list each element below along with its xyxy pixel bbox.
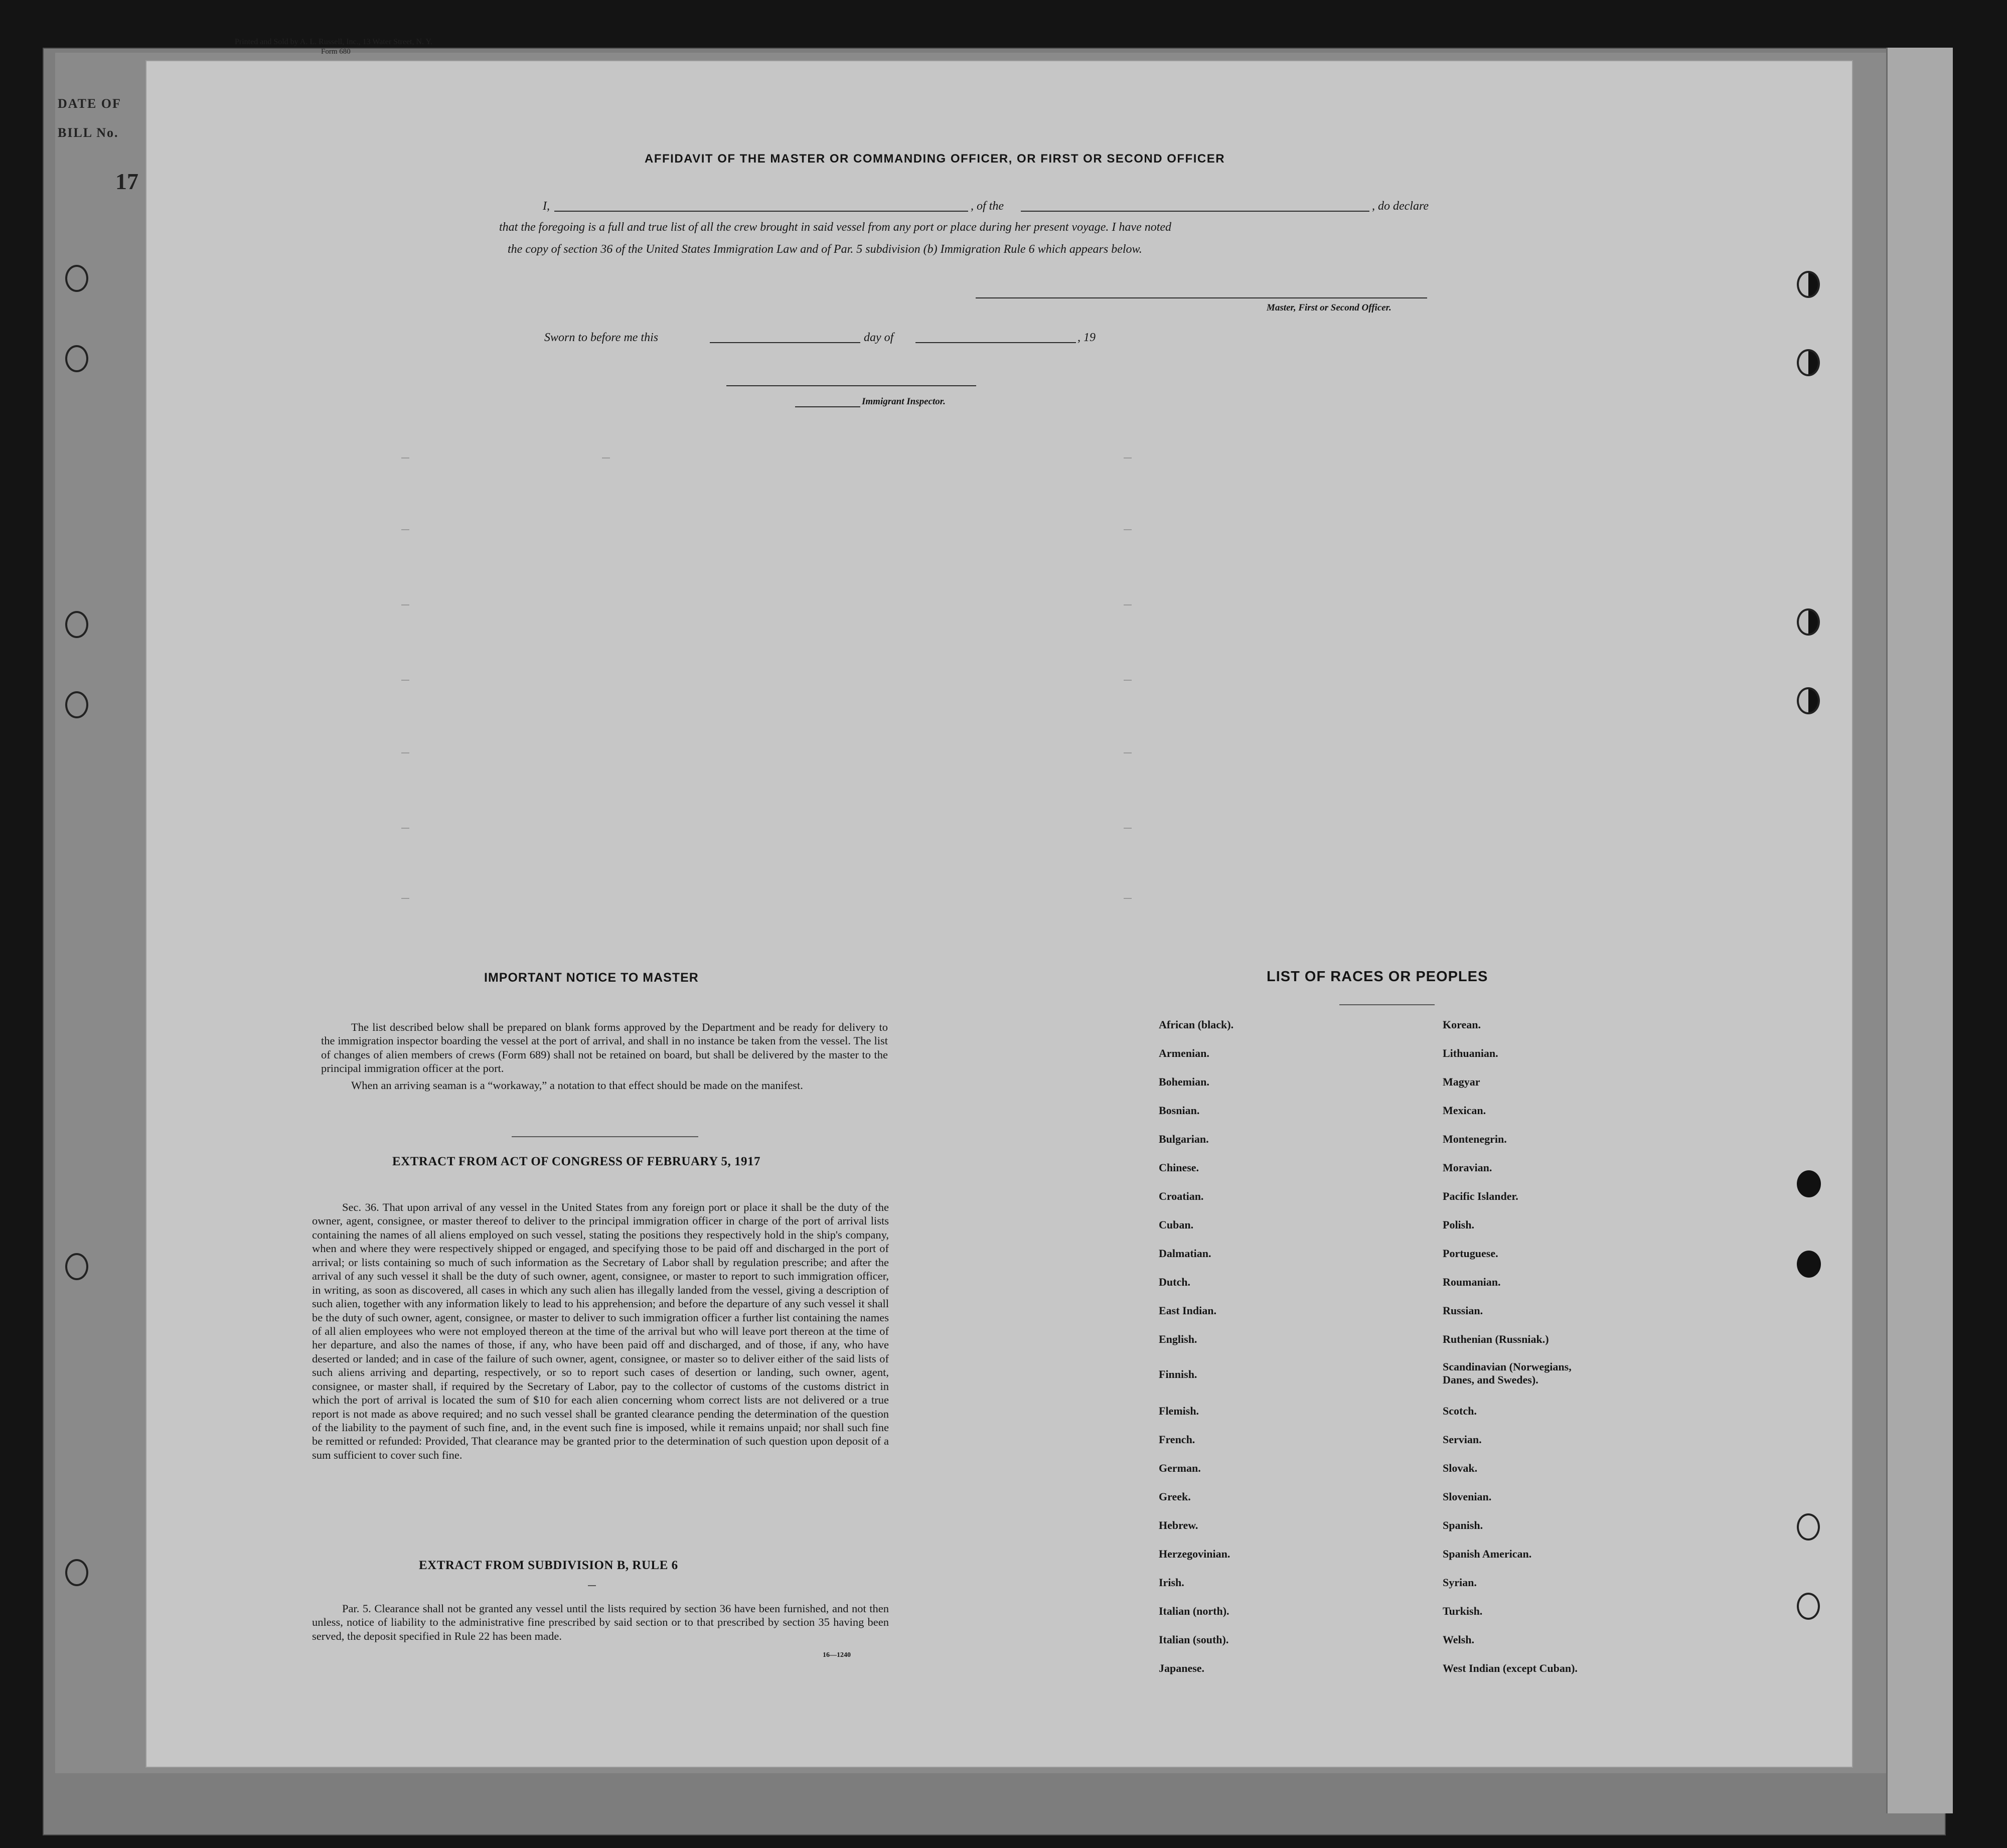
race-item: Ruthenian (Russniak.) bbox=[1443, 1333, 1549, 1345]
race-item: Russian. bbox=[1443, 1304, 1483, 1317]
race-item: Dutch. bbox=[1159, 1276, 1190, 1288]
race-item: Moravian. bbox=[1443, 1161, 1492, 1174]
extract-act-title: EXTRACT FROM ACT OF CONGRESS OF FEBRUARY 5, 1917 bbox=[392, 1155, 761, 1168]
race-item: French. bbox=[1159, 1433, 1195, 1446]
form-page bbox=[145, 60, 1853, 1768]
binder-hole bbox=[1797, 271, 1820, 298]
affidavit-of-the: , of the bbox=[971, 200, 1004, 213]
extract-rule-body bbox=[312, 1602, 889, 1643]
section-separator bbox=[512, 1136, 698, 1137]
race-item: Dalmatian. bbox=[1159, 1247, 1211, 1260]
master-name-line bbox=[554, 211, 968, 212]
stamp-bill: BILL No. bbox=[58, 125, 119, 140]
faint-mark bbox=[1124, 898, 1132, 899]
vessel-name-line bbox=[1021, 211, 1369, 212]
race-item: Spanish. bbox=[1443, 1519, 1483, 1531]
binder-hole bbox=[1797, 1593, 1820, 1620]
binder-hole bbox=[1797, 1513, 1820, 1541]
sworn-day-line bbox=[710, 342, 860, 343]
inspector-short-line bbox=[795, 406, 860, 407]
binder-hole bbox=[1797, 349, 1820, 376]
race-item: Cuban. bbox=[1159, 1218, 1194, 1231]
faint-mark bbox=[401, 457, 409, 458]
notice-title: IMPORTANT NOTICE TO MASTER bbox=[484, 971, 699, 985]
master-signature-label: Master, First or Second Officer. bbox=[1267, 302, 1392, 313]
binder-hole bbox=[65, 265, 88, 292]
day-of-label: day of bbox=[864, 331, 894, 344]
race-item: Lithuanian. bbox=[1443, 1047, 1498, 1059]
races-title: LIST OF RACES OR PEOPLES bbox=[1267, 969, 1488, 985]
notice-body bbox=[321, 1020, 888, 1092]
sworn-label: Sworn to before me this bbox=[544, 331, 659, 344]
race-item: Armenian. bbox=[1159, 1047, 1209, 1059]
faint-mark bbox=[602, 457, 610, 458]
race-item: Hebrew. bbox=[1159, 1519, 1198, 1531]
affidavit-line-2: that the foregoing is a full and true list of all the crew brought in said vessel from any port or place during her present voyage. I have noted bbox=[499, 221, 1172, 234]
race-item: Slovak. bbox=[1443, 1462, 1478, 1474]
race-item: Bohemian. bbox=[1159, 1075, 1209, 1088]
title-underline bbox=[588, 1585, 596, 1586]
race-item: Portuguese. bbox=[1443, 1247, 1498, 1260]
faint-mark bbox=[1124, 529, 1132, 530]
faint-mark bbox=[401, 828, 409, 829]
year-label: , 19 bbox=[1077, 331, 1096, 344]
race-item: Italian (south). bbox=[1159, 1633, 1229, 1646]
race-item: African (black). bbox=[1159, 1018, 1234, 1031]
binder-hole bbox=[65, 611, 88, 638]
sworn-month-line bbox=[915, 342, 1076, 343]
race-item: Scotch. bbox=[1443, 1405, 1477, 1417]
binder-hole bbox=[1797, 608, 1820, 636]
race-item: Servian. bbox=[1443, 1433, 1482, 1446]
stamp-number: 17 bbox=[115, 169, 138, 194]
race-item: Finnish. bbox=[1159, 1368, 1197, 1380]
race-item: Bosnian. bbox=[1159, 1104, 1200, 1117]
inspector-label: Immigrant Inspector. bbox=[862, 396, 946, 407]
affidavit-i-label: I, bbox=[543, 200, 550, 213]
faint-mark bbox=[1124, 680, 1132, 681]
inspector-signature-line bbox=[726, 385, 976, 386]
affidavit-line-3: the copy of section 36 of the United States Immigration Law and of Par. 5 subdivision (b) Immigration Rule 6 which appears below. bbox=[508, 243, 1142, 256]
race-item: Magyar bbox=[1443, 1075, 1480, 1088]
race-item: Pacific Islander. bbox=[1443, 1190, 1518, 1202]
race-item: Flemish. bbox=[1159, 1405, 1199, 1417]
race-item: Syrian. bbox=[1443, 1576, 1477, 1589]
race-item: Irish. bbox=[1159, 1576, 1184, 1589]
races-title-underline bbox=[1339, 1004, 1435, 1005]
form-code: 16—1240 bbox=[823, 1651, 851, 1659]
race-item: Spanish American. bbox=[1443, 1548, 1532, 1560]
faint-mark bbox=[401, 680, 409, 681]
faint-mark bbox=[1124, 828, 1132, 829]
race-item: Chinese. bbox=[1159, 1161, 1199, 1174]
binder-hole bbox=[65, 345, 88, 372]
underlying-page-edge bbox=[1886, 48, 1953, 1813]
extract-rule-text: Par. 5. Clearance shall not be granted any vessel until the lists required by section 36 have been furnished, and not then unless, notice of liability to the administrative fine prescribed by said section or to that prescribed by section 35 having been served, the deposit specified in Rule 22 has been made. bbox=[312, 1602, 889, 1642]
race-item: Herzegovinian. bbox=[1159, 1548, 1230, 1560]
extract-act-body bbox=[312, 1200, 889, 1462]
race-item: Polish. bbox=[1443, 1218, 1474, 1231]
race-item: Japanese. bbox=[1159, 1662, 1205, 1674]
race-item: Greek. bbox=[1159, 1490, 1191, 1503]
affidavit-title: AFFIDAVIT OF THE MASTER OR COMMANDING OFFICER, OR FIRST OR SECOND OFFICER bbox=[645, 152, 1225, 166]
race-item: Turkish. bbox=[1443, 1605, 1483, 1617]
binder-hole bbox=[65, 1559, 88, 1586]
race-item: Croatian. bbox=[1159, 1190, 1204, 1202]
binder-hole bbox=[1797, 1251, 1821, 1278]
faint-mark bbox=[1124, 457, 1132, 458]
extract-act-text: Sec. 36. That upon arrival of any vessel in the United States from any foreign port or place it shall be the duty of the owner, agent, consignee, or master thereof to deliver to the principal immigration officer in charge of the port of arrival lists containing the names of all aliens employed on such vessel, stating the positions they respectively hold in the ship's company, when and where they were respectively shipped or engaged, and specifying those to be paid off and discharged in the port of arrival; or lists containing so much of such information as the Secretary of Labor shall by regulation prescribe; and after the arrival of any such vessel it shall be the duty of such owner, agent, consignee, or master to report to such immigration officer, in writing, as soon as discovered, all cases in which any such alien has illegally landed from the vessel, giving a description of such alien, together with any information likely to lead to his apprehension; and before the departure of any such vessel it shall be the duty of such owner, agent, consignee, or master to deliver to such immigration officer a further list containing the names of all alien employees who were not employed thereon at the time of the arrival but who will leave port thereon at the time of her departure, and also the names of those, if any, who have been paid off and discharged, and of those, if any, who have deserted or landed; and in case of the failure of such owner, agent, consignee, or master so to deliver either of the said lists of such aliens arriving and departing, respectively, or so to report such cases of desertion or landing, such owner, agent, consignee, or master shall, if required by the Secretary of Labor, pay to the collector of customs of the customs district in which the port of arrival is located the sum of $10 for each alien concerning whom correct lists are not delivered or a true report is not made as above required; and no such vessel shall be granted clearance pending the determination of the question of the liability to the payment of such fine, and, in the event such fine is imposed, while it remains unpaid; nor shall such fine be remitted or refunded: Provided, That clearance may be granted prior to the determination of such question upon deposit of a sum sufficient to cover such fine. bbox=[312, 1201, 889, 1461]
notice-paragraph-1: The list described below shall be prepared on blank forms approved by the Department and be ready for delivery to the immigration inspector boarding the vessel at the port of arrival, and shall in no instance be taken from the vessel. The list of changes of alien members of crews (Form 689) shall not be retained on board, but shall be delivered by the master to the principal immigration officer at the port. bbox=[321, 1021, 888, 1075]
binder-hole bbox=[1797, 687, 1820, 714]
race-item: German. bbox=[1159, 1462, 1201, 1474]
faint-mark bbox=[401, 898, 409, 899]
race-item: Montenegrin. bbox=[1443, 1133, 1507, 1145]
binder-hole bbox=[65, 1253, 88, 1280]
form-number: Form 680 bbox=[321, 48, 351, 56]
race-item: Scandinavian (Norwegians, Danes, and Swedes). bbox=[1443, 1360, 1572, 1387]
faint-mark bbox=[1124, 604, 1132, 605]
binder-hole bbox=[65, 691, 88, 718]
race-item: Bulgarian. bbox=[1159, 1133, 1209, 1145]
race-item: Slovenian. bbox=[1443, 1490, 1492, 1503]
race-item: Mexican. bbox=[1443, 1104, 1486, 1117]
extract-rule-title: EXTRACT FROM SUBDIVISION B, RULE 6 bbox=[419, 1559, 678, 1572]
race-item: Welsh. bbox=[1443, 1633, 1474, 1646]
race-item: Korean. bbox=[1443, 1018, 1481, 1031]
notice-paragraph-2: When an arriving seaman is a “workaway,” a notation to that effect should be made on the manifest. bbox=[351, 1079, 803, 1092]
master-signature-line bbox=[976, 297, 1427, 298]
affidavit-do-declare: , do declare bbox=[1372, 200, 1429, 213]
faint-mark bbox=[401, 604, 409, 605]
printer-imprint: Printed and Sold by A. L. Russell, Inc., 13 Water Street, N. Y. bbox=[235, 38, 432, 46]
binder-hole bbox=[1797, 1170, 1821, 1197]
race-item: East Indian. bbox=[1159, 1304, 1216, 1317]
faint-mark bbox=[401, 752, 409, 753]
race-item: Italian (north). bbox=[1159, 1605, 1229, 1617]
stamp-date: DATE OF bbox=[58, 96, 121, 111]
race-item: West Indian (except Cuban). bbox=[1443, 1662, 1578, 1674]
race-item: English. bbox=[1159, 1333, 1197, 1345]
race-item: Roumanian. bbox=[1443, 1276, 1501, 1288]
faint-mark bbox=[401, 529, 409, 530]
faint-mark bbox=[1124, 752, 1132, 753]
